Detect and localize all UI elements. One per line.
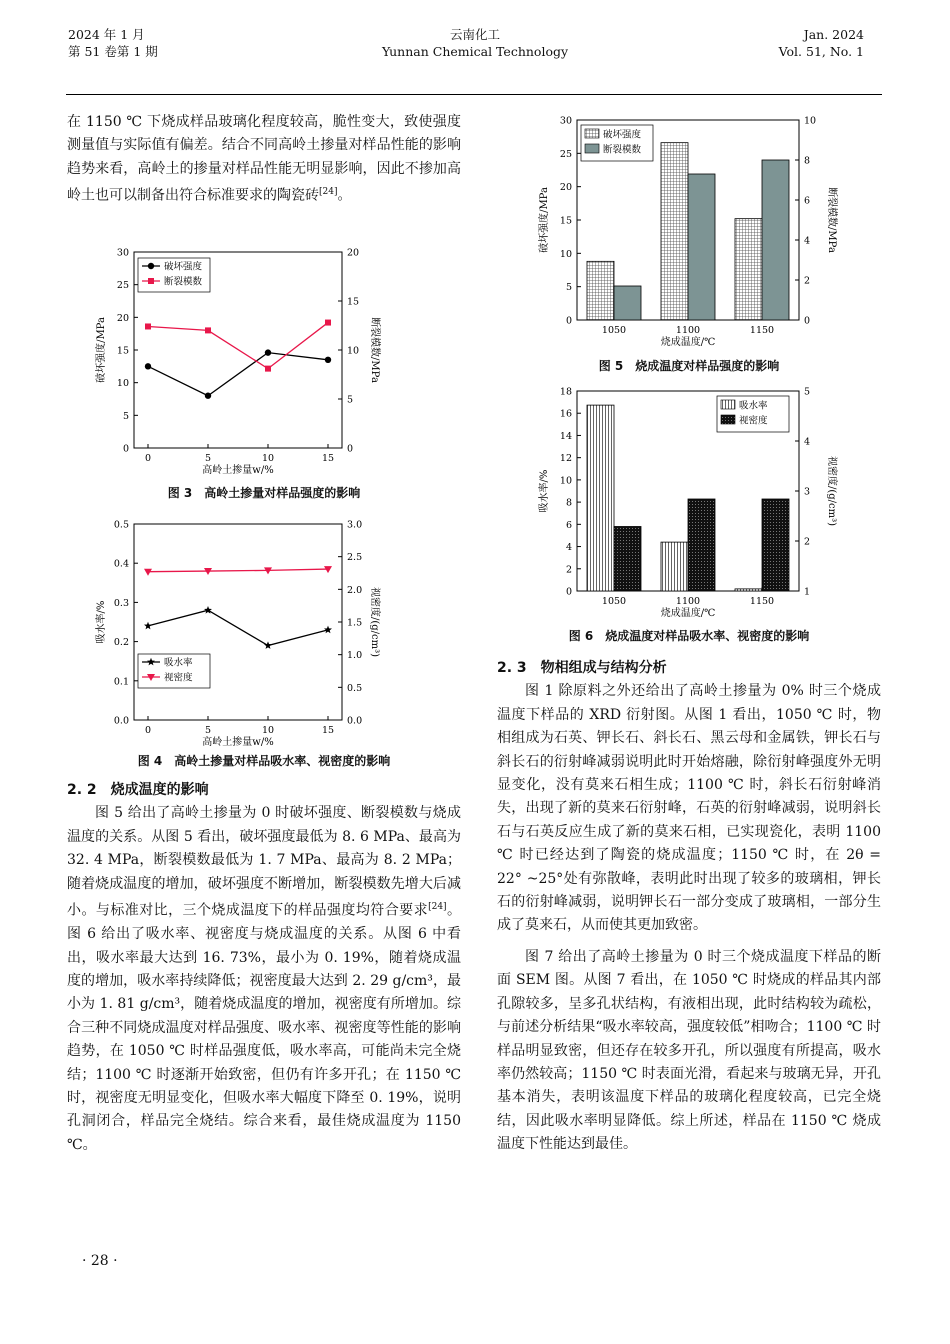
bar-视密度: [614, 527, 641, 592]
header-issue-en: [779, 26, 864, 60]
x-axis-label: 烧成温度/℃: [660, 608, 716, 619]
legend-label: 破坏强度: [603, 129, 642, 141]
y2-tick-label: 4: [804, 436, 811, 448]
fig4-chart: [92, 516, 382, 746]
bar-视密度: [762, 499, 789, 591]
data-point: [205, 393, 211, 399]
x-tick-label: 15: [321, 725, 335, 736]
y2-tick-label: 1.5: [347, 617, 363, 629]
y-tick-label: 0.2: [113, 637, 129, 649]
series-line: [148, 610, 328, 645]
bar-吸水率: [587, 405, 614, 591]
page-number: · 28 ·: [82, 1253, 118, 1269]
series-line: [148, 569, 328, 572]
y-tick-label: 0.3: [113, 597, 129, 609]
y-tick-label: 0.1: [113, 676, 129, 688]
header-volume-cn: 第 51 卷第 1 期: [68, 44, 158, 59]
legend-label: 吸水率: [739, 400, 768, 412]
x-tick-label: 1100: [675, 596, 701, 607]
y-tick-label: 0: [565, 586, 572, 598]
bar-视密度: [688, 499, 715, 591]
left-para-top: [67, 111, 461, 208]
y2-tick-label: 2.0: [347, 584, 363, 596]
series-line: [148, 323, 328, 369]
y-axis-label: 吸水率/%: [96, 600, 107, 644]
y-axis-label: 破坏强度/MPa: [96, 317, 107, 383]
x-tick-label: 15: [321, 453, 335, 464]
x-tick-label: 10: [261, 453, 275, 464]
series-line: [148, 353, 328, 396]
section-2-2-text-b: 。图 6 给出了吸水率、视密度与烧成温度的关系。从图 6 中看出，吸水率最大达到 16. 73%，最小为 0. 19%，随着烧成温度的增加，吸水率持续降低；视密度最大达到 2. 29 g/cm³，最小为 1. 81 g/cm³，随着烧成温度的增加，视密度有所增加。综合三种不同烧成温度对样品强度、吸水率、视密度等性能的影响趋势，在 1050 ℃ 时样品强度低，吸水率高，可能尚未完全烧结；1100 ℃ 时逐渐开始致密，但仍有许多开孔；在 1150 ℃ 时，视密度无明显变化，但吸水率大幅度下降至 0. 19%，说明孔洞闭合，样品完全烧结。综合来看，最佳烧成温度为 1150 ℃。: [67, 902, 462, 1153]
x-tick-label: 5: [204, 453, 212, 464]
y2-tick-label: 0: [804, 315, 811, 327]
bar-破坏强度: [735, 219, 762, 320]
y2-tick-label: 3: [804, 486, 811, 498]
y2-tick-label: 15: [347, 296, 360, 308]
data-point: [264, 641, 272, 649]
y2-tick-label: 1.0: [347, 650, 363, 662]
y2-tick-label: 8: [804, 155, 811, 167]
y-tick-label: 30: [559, 115, 572, 127]
y2-tick-label: 2: [804, 536, 811, 548]
y-tick-label: 16: [559, 408, 572, 420]
citation-ref: [24]: [319, 187, 338, 198]
legend-label: 视密度: [164, 672, 193, 684]
y-tick-label: 0.0: [113, 715, 129, 727]
data-point: [325, 357, 331, 363]
bar-破坏强度: [587, 261, 614, 320]
y-tick-label: 5: [565, 282, 572, 294]
left-para-top-text: 在 1150 ℃ 下烧成样品玻璃化程度较高，脆性变大，致使强度测量值与实际值有偏差。结合不同高岭土掺量对样品性能的影响趋势来看，高岭土的掺量对样品性能无明显影响，因此不掺加高岭土也可以制备出符合标准要求的陶瓷砖: [67, 114, 461, 204]
data-point: [144, 622, 152, 630]
x-axis-label: 烧成温度/℃: [660, 337, 716, 348]
y-tick-label: 20: [559, 182, 572, 194]
y2-tick-label: 2.5: [347, 552, 363, 564]
y-tick-label: 0: [122, 443, 129, 455]
bar-断裂模数: [614, 286, 641, 320]
data-point: [145, 323, 151, 329]
y-tick-label: 6: [565, 519, 572, 531]
data-point: [205, 327, 211, 333]
y-tick-label: 0.4: [113, 558, 129, 570]
legend-marker: [148, 278, 154, 284]
legend-swatch: [585, 144, 599, 153]
section-2-3-para-xrd: 图 1 除原料之外还给出了高岭土掺量为 0% 时三个烧成温度下样品的 XRD 衍射图。从图 1 看出，1050 ℃ 时，物相组成为石英、钾长石、斜长石、黑云母和金属铁，钾长石与斜长石的衍射峰减弱说明此时开始熔融，除衍射峰强度外无明显变化，没有莫来石相生成；1100 ℃ 时，斜长石衍射峰消失，出现了新的莫来石衍射峰，石英的衍射峰减弱，说明斜长石与石英反应生成了新的莫来石相，已实现瓷化，表明 1100 ℃ 时已经达到了陶瓷的烧成温度；1150 ℃ 时，在 2θ = 22° ~25°处有弥散峰，表明此时出现了较多的玻璃相，钾长石的衍射峰减弱，说明钾长石一部分变成了玻璃相，一部分生成了莫来石，从而使其更加致密。: [497, 683, 881, 934]
y-tick-label: 20: [116, 312, 129, 324]
y2-tick-label: 1: [804, 586, 811, 598]
legend-swatch: [721, 400, 735, 409]
data-point: [145, 363, 151, 369]
y-tick-label: 10: [559, 248, 572, 260]
legend-label: 吸水率: [164, 657, 193, 669]
header-rule: [66, 94, 882, 95]
y-tick-label: 2: [565, 564, 572, 576]
fig5-caption: 图 5 烧成温度对样品强度的影响: [598, 359, 780, 373]
header-date-en: Jan. 2024: [803, 27, 864, 42]
header-journal-cn: 云南化工: [449, 27, 500, 42]
y-tick-label: 8: [565, 497, 572, 509]
y2-tick-label: 5: [804, 386, 811, 398]
running-header: [0, 0, 950, 96]
data-point: [265, 349, 271, 355]
series-断裂模数: [145, 320, 331, 372]
fig3-chart: [92, 244, 382, 474]
y-axis-label: 破坏强度/MPa: [539, 187, 550, 253]
data-point: [324, 626, 332, 634]
y-tick-label: 0: [565, 315, 572, 327]
section-2-3-title: 2. 3 物相组成与结构分析: [497, 660, 667, 676]
y-tick-label: 12: [559, 453, 572, 465]
series-吸水率: [144, 606, 332, 649]
legend-label: 视密度: [739, 415, 768, 427]
y2-tick-label: 5: [347, 394, 354, 406]
fig3-caption: 图 3 高岭土掺量对样品强度的影响: [167, 486, 361, 500]
y2-tick-label: 10: [804, 115, 817, 127]
y2-tick-label: 0.0: [347, 715, 363, 727]
header-date-cn: 2024 年 1 月: [68, 27, 145, 42]
series-破坏强度: [145, 349, 331, 399]
x-tick-label: 10: [261, 725, 275, 736]
data-point: [265, 366, 271, 372]
y2-axis-label: 断裂模数/MPa: [826, 187, 837, 253]
section-2-2-title: 2. 2 烧成温度的影响: [67, 782, 209, 798]
y2-axis-label: 断裂模数/MPa: [369, 317, 380, 383]
y-tick-label: 15: [116, 345, 129, 357]
legend-swatch: [585, 129, 599, 138]
fig6-chart: [535, 383, 835, 623]
fig6-caption: 图 6 烧成温度对样品吸水率、视密度的影响: [568, 629, 810, 643]
y-tick-label: 10: [116, 378, 129, 390]
bar-吸水率: [735, 589, 762, 591]
x-tick-label: 0: [144, 725, 152, 736]
y-axis-label: 吸水率/%: [539, 469, 550, 513]
y-tick-label: 25: [116, 280, 129, 292]
header-journal-en: Yunnan Chemical Technology: [381, 44, 569, 59]
y2-tick-label: 2: [804, 275, 811, 287]
y2-tick-label: 20: [347, 247, 360, 259]
legend-label: 断裂模数: [164, 276, 203, 288]
y-tick-label: 30: [116, 247, 129, 259]
x-tick-label: 1150: [749, 325, 775, 336]
bar-吸水率: [661, 542, 688, 591]
x-tick-label: 1050: [601, 596, 627, 607]
citation-ref: [24]: [428, 902, 447, 913]
y-tick-label: 0.5: [113, 519, 129, 531]
header-volume-en: Vol. 51, No. 1: [778, 44, 864, 59]
x-tick-label: 1150: [749, 596, 775, 607]
y2-tick-label: 4: [804, 235, 811, 247]
legend-label: 断裂模数: [603, 144, 642, 156]
y-tick-label: 5: [122, 410, 129, 422]
x-tick-label: 0: [144, 453, 152, 464]
y-tick-label: 18: [559, 386, 572, 398]
x-tick-label: 1100: [675, 325, 701, 336]
section-2-3: [497, 657, 881, 1157]
x-tick-label: 1050: [601, 325, 627, 336]
bar-断裂模数: [688, 174, 715, 320]
y2-tick-label: 6: [804, 195, 811, 207]
y2-tick-label: 10: [347, 345, 360, 357]
bar-破坏强度: [661, 143, 688, 320]
legend-swatch: [721, 415, 735, 424]
section-2-2-text-a: 图 5 给出了高岭土掺量为 0 时破坏强度、断裂模数与烧成温度的关系。从图 5 看出，破坏强度最低为 8. 6 MPa、最高为 32. 4 MPa，断裂模数最低为 1. 7 MPa、最高为 8. 2 MPa；随着烧成温度的增加，破坏强度不断增加，断裂模数先增大后减小。与标准对比，三个烧成温度下的样品强度均符合要求: [67, 805, 461, 919]
left-para-top-end: 。: [337, 187, 352, 204]
legend-label: 破坏强度: [164, 261, 203, 273]
data-point: [325, 320, 331, 326]
bar-断裂模数: [762, 160, 789, 320]
y-tick-label: 15: [559, 215, 572, 227]
series-视密度: [144, 566, 332, 576]
x-axis-label: 高岭土掺量w/%: [202, 737, 274, 748]
y2-axis-label: 视密度/(g/cm³): [826, 455, 837, 527]
y2-tick-label: 3.0: [347, 519, 363, 531]
y-tick-label: 4: [565, 542, 572, 554]
legend-marker: [148, 263, 154, 269]
fig4-caption: 图 4 高岭土掺量对样品吸水率、视密度的影响: [137, 754, 391, 768]
section-2-3-para-sem: 图 7 给出了高岭土掺量为 0 时三个烧成温度下样品的断面 SEM 图。从图 7 看出，在 1050 ℃ 时烧成的样品其内部孔隙较多，呈多孔状结构，有液相出现，此时结构较为疏松，与前述分析结果“吸水率较高，强度较低”相吻合；1100 ℃ 时样品明显致密，但还存在较多开孔，所以强度有所提高，吸水率仍然较高；1150 ℃ 时表面光滑，看起来与玻璃无异，开孔基本消失，表明该温度下样品的玻璃化程度较高，已完全烧结，因此吸水率明显降低。综上所述，样品在 1150 ℃ 烧成温度下性能达到最佳。: [497, 948, 881, 1153]
y-tick-label: 14: [559, 430, 572, 442]
x-tick-label: 5: [204, 725, 212, 736]
y2-tick-label: 0.5: [347, 682, 363, 694]
section-2-2: [67, 779, 461, 1157]
y2-tick-label: 0: [347, 443, 354, 455]
y-tick-label: 25: [559, 148, 572, 160]
y2-axis-label: 视密度/(g/cm³): [369, 586, 380, 658]
fig5-chart: [535, 112, 835, 352]
y-tick-label: 10: [559, 475, 572, 487]
x-axis-label: 高岭土掺量w/%: [202, 465, 274, 476]
